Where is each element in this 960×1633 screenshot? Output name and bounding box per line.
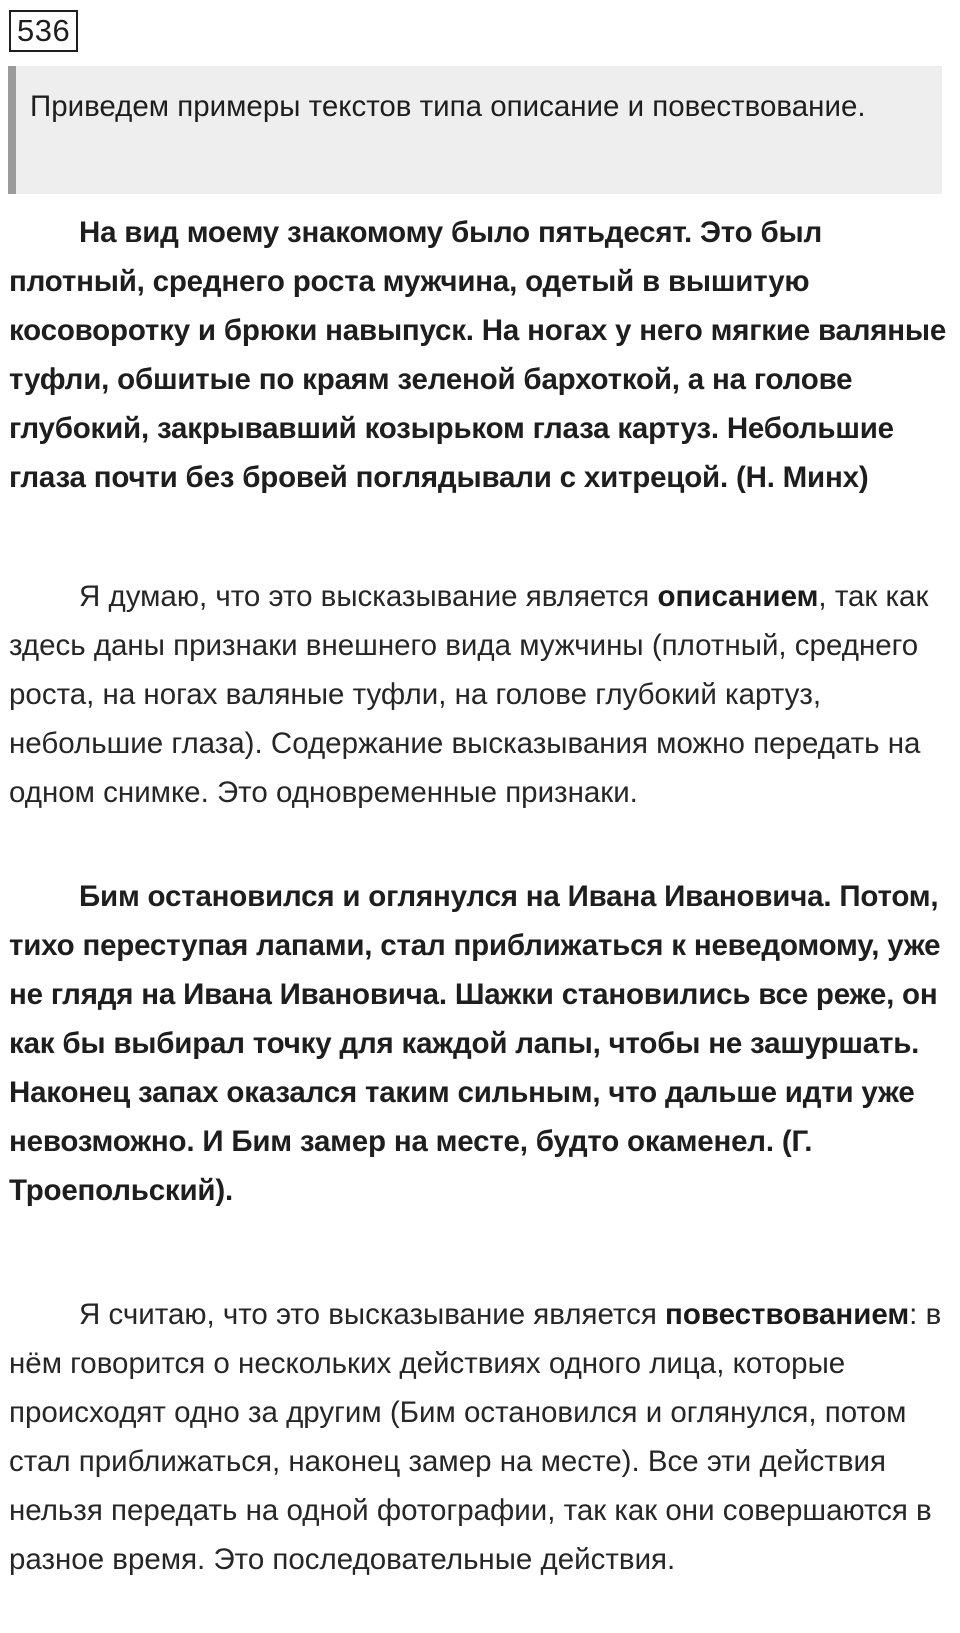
quote-narration: Бим остановился и оглянулся на Ивана Ивановича. Потом, тихо переступая лапами, стал приближаться к неведомому, уже не глядя на Ивана Ивановича. Шажки становились все реже, он как бы выбирал точку для каждой лапы, чтобы не зашуршать. Наконец запах оказался таким сильным, что дальше идти уже невозможно. И Бим замер на месте, будто окаменел. (Г. Троепольский). bbox=[9, 880, 941, 1207]
quote-description: На вид моему знакомому было пятьдесят. Это был плотный, среднего роста мужчина, одетый в вышитую косоворотку и брюки навыпуск. На ногах у него мягкие валяные туфли, обшитые по краям зеленой бархоткой, а на голове глубокий, закрывавший козырьком глаза картуз. Небольшие глаза почти без бровей поглядывали с хитрецой. (Н. Минх) bbox=[9, 216, 947, 494]
analysis-text-end: : в нём говорится о нескольких действиях одного лица, которые происходят одно за другим (Бим остановился и оглянулся, потом стал приближаться, наконец замер на месте). Все эти действия нельзя передать на одной фотографии, так как они совершаются в разное время. Это последовательные действия. bbox=[9, 1298, 942, 1576]
analysis-text-start: Я думаю, что это высказывание является bbox=[79, 580, 658, 613]
task-number: 536 bbox=[9, 10, 78, 52]
analysis-narration bbox=[9, 1290, 954, 1584]
term-description: описанием bbox=[657, 580, 819, 613]
analysis-description bbox=[9, 572, 954, 817]
intro-box bbox=[8, 66, 942, 194]
analysis-text-end: , так как здесь даны признаки внешнего вида мужчины (плотный, среднего роста, на ногах валяные туфли, на голове глубокий картуз, небольшие глаза). Содержание высказывания можно передать на одном снимке. Это одновременные признаки. bbox=[9, 580, 929, 809]
term-narration: повествованием bbox=[665, 1298, 910, 1331]
analysis-text-start: Я считаю, что это высказывание является bbox=[79, 1298, 665, 1331]
intro-text: Приведем примеры текстов типа описание и повествование. bbox=[30, 90, 866, 123]
